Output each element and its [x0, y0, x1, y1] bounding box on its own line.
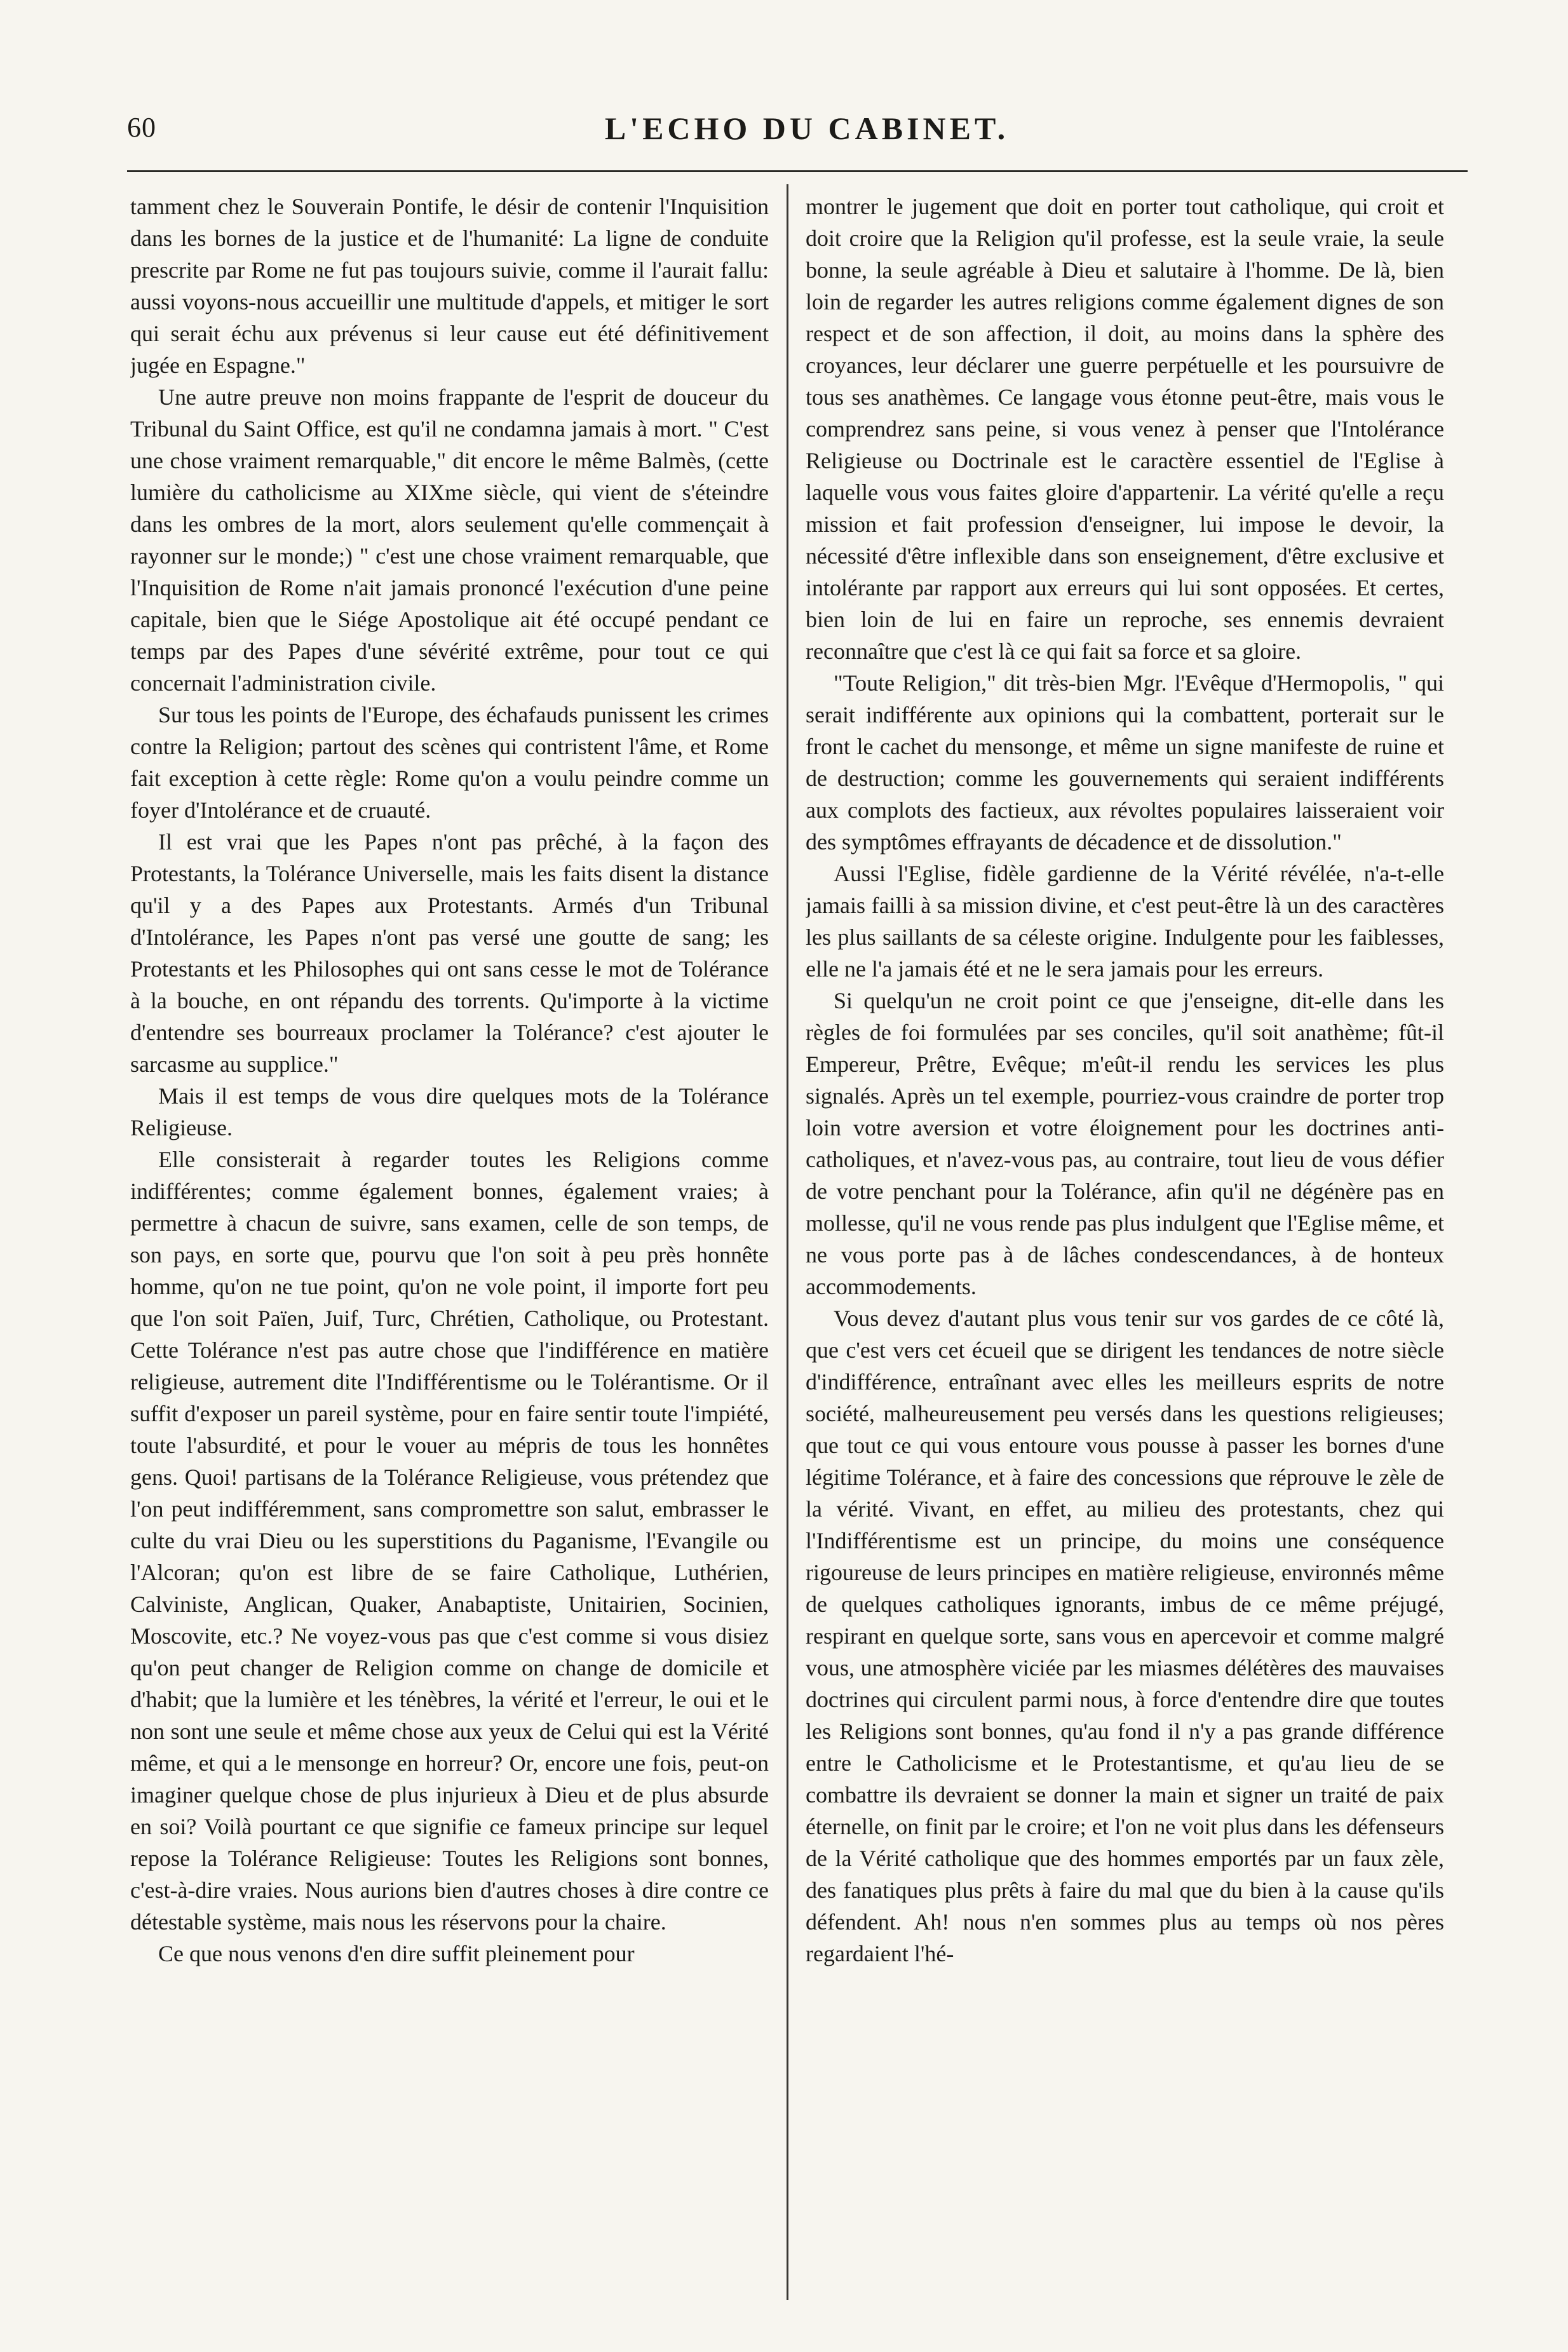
paragraph: tamment chez le Souverain Pontife, le désir de contenir l'Inquisition dans les bornes de la justice et de l'humanité: La ligne de conduite prescrite par Rome ne fut pas toujours suivie, comme il l'aurait fallu: aussi voyons-nous accueillir une multitude d'appels, et mitiger le sort qui serait échu aux prévenus si leur cause eut été définitivement jugée en Espagne." [130, 194, 769, 378]
page-number: 60 [127, 112, 156, 143]
paragraph: Aussi l'Eglise, fidèle gardienne de la Vérité révélée, n'a-t-elle jamais failli à sa mission divine, et c'est peut-être là un des caractères les plus saillants de sa céleste origine. Indulgente pour les faiblesses, elle ne l'a jamais été et ne le sera jamais pour les erreurs. [806, 861, 1444, 982]
paragraph: Une autre preuve non moins frappante de l'esprit de douceur du Tribunal du Saint Office, est qu'il ne condamna jamais à mort. " C'est une chose vraiment remarquable," dit encore le même Balmès, (cette lumière du catholicisme au XIXme siècle, qui vient de s'éteindre dans les ombres de la mort, alors seulement qu'elle commençait à rayonner sur le monde;) " c'est une chose vraiment remarquable, que l'Inquisition de Rome n'ait jamais prononcé l'exécution d'une peine capitale, bien que le Siége Apostolique ait été occupé pendant ce temps par des Papes d'une sévérité extrême, pour tout ce qui concernait l'administration civile. [130, 384, 769, 696]
column-divider [787, 184, 788, 2300]
paragraph: Si quelqu'un ne croit point ce que j'enseigne, dit-elle dans les règles de foi formulées par ses conciles, qu'il soit anathème; fût-il Empereur, Prêtre, Evêque; m'eût-il rendu les services les plus signalés. Après un tel exemple, pourriez-vous craindre de porter trop loin votre aversion et votre éloignement pour les doctrines anti-catholiques, et n'avez-vous pas, au contraire, tout lieu de vous défier de votre penchant pour la Tolérance, afin qu'il ne dégénère pas en mollesse, qu'il ne vous rende pas plus indulgent que l'Eglise même, et ne vous porte pas à de lâches condescendances, à de honteux accommodements. [806, 988, 1444, 1299]
left-column [130, 191, 769, 2306]
paragraph: montrer le jugement que doit en porter tout catholique, qui croit et doit croire que la Religion qu'il professe, est la seule vraie, la seule bonne, la seule agréable à Dieu et salutaire à l'homme. De là, bien loin de regarder les autres religions comme également dignes de son respect et de son affection, il doit, au moins dans la sphère des croyances, leur déclarer une guerre perpétuelle et les poursuivre de tous ses anathèmes. Ce langage vous étonne peut-être, mais vous le comprendrez sans peine, si vous venez à penser que l'Intolérance Religieuse ou Doctrinale est le caractère essentiel de l'Eglise à laquelle vous vous faites gloire d'appartenir. La vérité qu'elle a reçu mission et fait profession d'enseigner, lui impose le devoir, la nécessité d'être inflexible dans son enseignement, d'être exclusive et intolérante par rapport aux erreurs qui lui sont opposées. Et certes, bien loin de lui en faire un reproche, ses ennemis devraient reconnaître que c'est là ce qui fait sa force et sa gloire. [806, 194, 1444, 664]
paragraph: Elle consisterait à regarder toutes les Religions comme indifférentes; comme également bonnes, également vraies; à permettre à chacun de suivre, sans examen, celle de son temps, de son pays, en sorte que, pourvu que l'on soit à peu près honnête homme, qu'on ne tue point, qu'on ne vole point, il importe fort peu que l'on soit Païen, Juif, Turc, Chrétien, Catholique, ou Protestant. Cette Tolérance n'est pas autre chose que l'indifférence en matière religieuse, autrement dite l'Indifférentisme ou le Tolérantisme. Or il suffit d'exposer un pareil système, pour en faire sentir toute l'impiété, toute l'absurdité, et pour le vouer au mépris de tous les honnêtes gens. Quoi! partisans de la Tolérance Religieuse, vous prétendez que l'on peut indifféremment, sans compromettre son salut, embrasser le culte du vrai Dieu ou les superstitions du Paganisme, l'Evangile ou l'Alcoran; qu'on est libre de se faire Catholique, Luthérien, Calviniste, Anglican, Quaker, Anabaptiste, Unitairien, Socinien, Moscovite, etc.? Ne voyez-vous pas que c'est comme si vous disiez qu'on peut changer de Religion comme on change de domicile et d'habit; que la lumière et les ténèbres, la vérité et l'erreur, le oui et le non sont une seule et même chose aux yeux de Celui qui est la Vérité même, et qui a le mensonge en horreur? Or, encore une fois, peut-on imaginer quelque chose de plus injurieux à Dieu et de plus absurde en soi? Voilà pourtant ce que signifie ce fameux principe sur lequel repose la Tolérance Religieuse: Toutes les Religions sont bonnes, c'est-à-dire vraies. Nous aurions bien d'autres choses à dire contre ce détestable système, mais nous les réservons pour la chaire. [130, 1147, 769, 1935]
paragraph: Ce que nous venons d'en dire suffit pleinement pour [158, 1941, 635, 1966]
paragraph: Sur tous les points de l'Europe, des échafauds punissent les crimes contre la Religion; partout des scènes qui contristent l'âme, et Rome fait exception à cette règle: Rome qu'on a voulu peindre comme un foyer d'Intolérance et de cruauté. [130, 702, 769, 823]
paragraph: "Toute Religion," dit très-bien Mgr. l'Evêque d'Hermopolis, " qui serait indifférente aux opinions qui la combattent, porterait sur le front le cachet du mensonge, et même un signe manifeste de ruine et de destruction; comme les gouvernements qui seraient indifférents aux complots des factieux, aux révoltes populaires laisseraient voir des symptômes effrayants de décadence et de dissolution." [806, 670, 1444, 855]
paragraph: Vous devez d'autant plus vous tenir sur vos gardes de ce côté là, que c'est vers cet écueil que se dirigent les tendances de notre siècle d'indifférence, entraînant avec elles les meilleurs esprits de notre société, malheureusement peu versés dans les questions religieuses; que tout ce qui vous entoure vous pousse à passer les bornes d'une légitime Tolérance, et à faire des concessions que réprouve le zèle de la vérité. Vivant, en effet, au milieu des protestants, chez qui l'Indifférentisme est un principe, du moins une conséquence rigoureuse de leurs principes en matière religieuse, environnés même de quelques catholiques ignorants, imbus de ce même préjugé, respirant en quelque sorte, sans vous en apercevoir et comme malgré vous, une atmosphère viciée par les miasmes délétères des mauvaises doctrines qui circulent parmi nous, à force d'entendre dire que toutes les Religions sont bonnes, qu'au fond il n'y a pas grande différence entre le Catholicisme et le Protestantisme, et qu'au lieu de se combattre ils devraient se donner la main et signer un traité de paix éternelle, on finit par le croire; et l'on ne voit plus dans les défenseurs de la Vérité catholique que des hommes emportés par un faux zèle, des fanatiques plus prêts à faire du mal que du bien à la cause qu'ils défendent. Ah! nous n'en sommes plus au temps où nos pères regardaient l'hé- [806, 1306, 1444, 1966]
right-column [806, 191, 1444, 2306]
paragraph: Il est vrai que les Papes n'ont pas prêché, à la façon des Protestants, la Tolérance Universelle, mais les faits disent la distance qu'il y a des Papes aux Protestants. Armés d'un Tribunal d'Intolérance, les Papes n'ont pas versé une goutte de sang; les Protestants et les Philosophes qui ont sans cesse le mot de Tolérance à la bouche, en ont répandu des torrents. Qu'importe à la victime d'entendre ses bourreaux proclamer la Tolérance? c'est ajouter le sarcasme au supplice." [130, 829, 769, 1077]
page-header [114, 105, 1499, 149]
header-rule [127, 170, 1468, 172]
paragraph: Mais il est temps de vous dire quelques mots de la Tolérance Religieuse. [130, 1083, 769, 1140]
running-title: L'ECHO DU CABINET. [604, 111, 1010, 146]
